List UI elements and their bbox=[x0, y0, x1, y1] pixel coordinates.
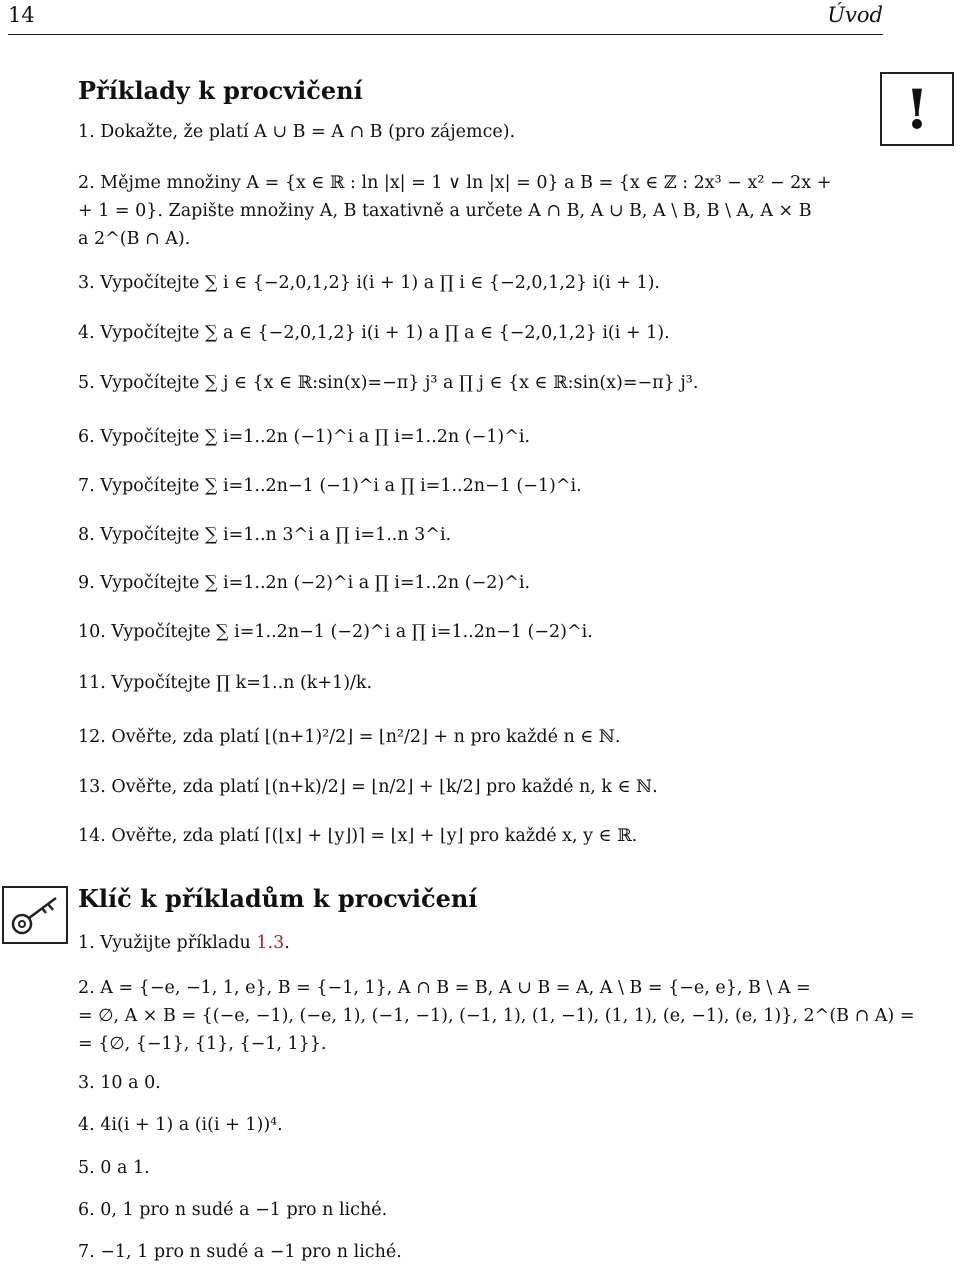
exercise-4: 4. Vypočítejte ∑ a ∈ {−2,0,1,2} i(i + 1) a ∏ a ∈ {−2,0,1,2} i(i + 1). bbox=[78, 323, 670, 343]
exercise-14: 14. Ověřte, zda platí ⌈(⌊x⌋ + ⌊y⌋)⌉ = ⌊x⌋ + ⌊y⌋ pro každé x, y ∈ ℝ. bbox=[78, 826, 638, 846]
exercise-2-line-2: + 1 = 0}. Zapište množiny A, B taxativně a určete A ∩ B, A ∪ B, A \ B, B \ A, A × B bbox=[78, 201, 812, 221]
exercise-6: 6. Vypočítejte ∑ i=1..2n (−1)^i a ∏ i=1..2n (−1)^i. bbox=[78, 427, 531, 447]
chapter-title: Úvod bbox=[827, 3, 883, 27]
answer-1-text: 1. Využijte příkladu bbox=[78, 933, 257, 953]
answer-5: 5. 0 a 1. bbox=[78, 1158, 150, 1178]
exercise-11: 11. Vypočítejte ∏ k=1..n (k+1)/k. bbox=[78, 673, 373, 693]
exercises-heading: Příklady k procvičení bbox=[78, 76, 363, 105]
exercise-2-line-3: a 2^(B ∩ A). bbox=[78, 229, 191, 249]
exercise-9: 9. Vypočítejte ∑ i=1..2n (−2)^i a ∏ i=1..2n (−2)^i. bbox=[78, 573, 531, 593]
answer-4: 4. 4i(i + 1) a (i(i + 1))⁴. bbox=[78, 1115, 283, 1135]
answer-2-line-2: = ∅, A × B = {(−e, −1), (−e, 1), (−1, −1), (−1, 1), (1, −1), (1, 1), (e, −1), (e, 1)}, 2^(B ∩ A) = bbox=[78, 1006, 915, 1026]
exercise-3: 3. Vypočítejte ∑ i ∈ {−2,0,1,2} i(i + 1) a ∏ i ∈ {−2,0,1,2} i(i + 1). bbox=[78, 273, 660, 293]
reference-link[interactable]: 1.3 bbox=[256, 933, 285, 953]
exercise-8: 8. Vypočítejte ∑ i=1..n 3^i a ∏ i=1..n 3^i. bbox=[78, 525, 452, 545]
answer-2-line-3: = {∅, {−1}, {1}, {−1, 1}}. bbox=[78, 1034, 327, 1054]
exercise-1: 1. Dokažte, že platí A ∪ B = A ∩ B (pro zájemce). bbox=[78, 122, 516, 142]
page-header bbox=[8, 0, 883, 35]
exercise-12: 12. Ověřte, zda platí ⌊(n+1)²/2⌋ = ⌊n²/2⌋ + n pro každé n ∈ ℕ. bbox=[78, 727, 621, 747]
exercise-5: 5. Vypočítejte ∑ j ∈ {x ∈ ℝ:sin(x)=−π} j³ a ∏ j ∈ {x ∈ ℝ:sin(x)=−π} j³. bbox=[78, 373, 699, 393]
answer-2-line-1: 2. A = {−e, −1, 1, e}, B = {−1, 1}, A ∩ B = B, A ∪ B = A, A \ B = {−e, e}, B \ A = bbox=[78, 978, 811, 998]
page-number: 14 bbox=[8, 3, 35, 27]
exclamation-icon: ! bbox=[880, 72, 954, 146]
answer-3: 3. 10 a 0. bbox=[78, 1073, 161, 1093]
exercise-2-line-1: 2. Mějme množiny A = {x ∈ ℝ : ln |x| = 1 ∨ ln |x| = 0} a B = {x ∈ ℤ : 2x³ − x² − 2x + bbox=[78, 173, 832, 193]
answer-1 bbox=[78, 926, 884, 961]
answer-7: 7. −1, 1 pro n sudé a −1 pro n liché. bbox=[78, 1242, 402, 1262]
answer-1-end: . bbox=[284, 933, 290, 953]
answer-6: 6. 0, 1 pro n sudé a −1 pro n liché. bbox=[78, 1200, 388, 1220]
key-icon bbox=[2, 886, 68, 944]
exercise-7: 7. Vypočítejte ∑ i=1..2n−1 (−1)^i a ∏ i=1..2n−1 (−1)^i. bbox=[78, 476, 582, 496]
exercise-10: 10. Vypočítejte ∑ i=1..2n−1 (−2)^i a ∏ i=1..2n−1 (−2)^i. bbox=[78, 622, 593, 642]
exercise-13: 13. Ověřte, zda platí ⌊(n+k)/2⌋ = ⌊n/2⌋ + ⌊k/2⌋ pro každé n, k ∈ ℕ. bbox=[78, 777, 658, 797]
key-heading: Klíč k příkladům k procvičení bbox=[78, 884, 478, 913]
